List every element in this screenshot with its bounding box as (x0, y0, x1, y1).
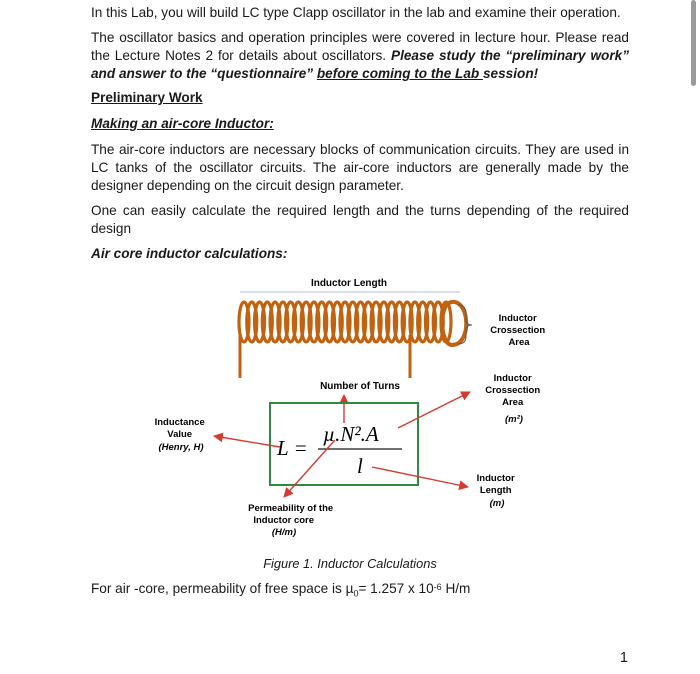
heading-preliminary-work: Preliminary Work (91, 90, 203, 105)
formula-numerator: µ.N².A (323, 422, 379, 446)
permeability-paragraph: For air -core, permeability of free space is µ$_0$= 1.257 x $10^{-6}$ H/m (91, 581, 471, 599)
air-core-paragraph: The air-core inductors are necessary blocks of communication circuits. They are used in LC tanks of the oscillator circuits. The air-core inductors are generally made by the designer depending on the circuit design parameter. (91, 142, 629, 193)
label-permeability: Permeability of the Inductor core (H/m) (248, 503, 334, 538)
session-text: session! (483, 66, 539, 81)
label-number-of-turns: Number of Turns (320, 381, 400, 392)
oscillator-text: The oscillator basics and operation principles were covered in lecture hour. Please read the Lecture Notes 2 for details about oscillators. (91, 30, 629, 63)
formula-denominator: l (357, 454, 363, 478)
label-crossection-area: Inductor Crossection Area (m²) (485, 373, 541, 425)
label-inductance: Inductance Value (Henry, H) (154, 417, 205, 453)
intro-paragraph: In this Lab, you will build LC type Clapp oscillator in the lab and examine their operation. (91, 5, 621, 20)
label-crossection-top: Inductor Crossection Area (490, 313, 546, 348)
coil-end-turn (442, 302, 466, 345)
heading-making-inductor: Making an air-core Inductor: (91, 116, 274, 131)
page-number: 1 (619, 650, 628, 666)
calculation-paragraph: One can easily calculate the required length and the turns depending of the required design (91, 203, 629, 236)
label-inductor-length: Inductor Length (310, 278, 388, 289)
figure-caption: Figure 1. Inductor Calculations (263, 556, 437, 571)
arrow-area (398, 392, 470, 428)
formula-lhs: L = (277, 436, 308, 460)
heading-calculations: Air core inductor calculations: (91, 246, 288, 261)
study-instruction: Please study the “preliminary work” and answer to the “questionnaire” (91, 48, 629, 81)
coil (239, 302, 466, 378)
before-lab-text: before coming to the Lab (316, 66, 483, 81)
label-inductor-length-units: Inductor Length (m) (476, 473, 515, 509)
